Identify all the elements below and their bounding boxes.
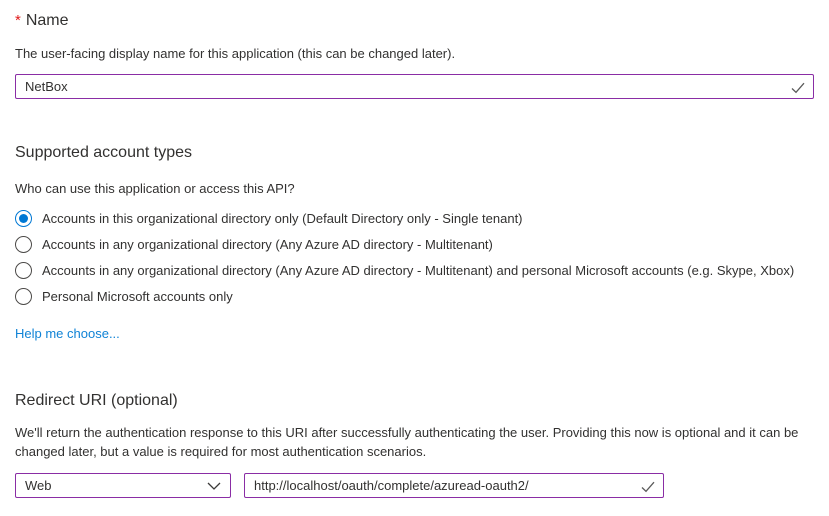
radio-unselected-icon[interactable] [15, 288, 32, 305]
help-me-choose-link[interactable]: Help me choose... [15, 326, 120, 341]
name-title-text: Name [25, 12, 69, 29]
name-input[interactable] [15, 74, 814, 99]
required-asterisk: * [15, 12, 21, 29]
redirect-description: We'll return the authentication response to this URI after successfully authenticating the user. Providing this now is optional and it can be changed later, but a value is required for most authentication scenarios. [15, 425, 799, 459]
redirect-controls [15, 473, 814, 498]
chevron-down-icon [207, 478, 221, 493]
name-section-title [15, 10, 814, 32]
radio-option-multitenant[interactable] [15, 231, 814, 257]
platform-dropdown[interactable] [15, 473, 231, 498]
radio-unselected-icon[interactable] [15, 262, 32, 279]
redirect-uri-input[interactable] [244, 473, 664, 498]
radio-option-label: Personal Microsoft accounts only [42, 288, 233, 304]
radio-option-label: Accounts in any organizational directory (Any Azure AD directory - Multitenant) and personal Microsoft accounts (e.g. Skype, Xbox) [42, 262, 795, 278]
accounts-section-title: Supported account types [15, 144, 193, 161]
radio-option-label: Accounts in any organizational directory (Any Azure AD directory - Multitenant) [42, 236, 493, 252]
radio-unselected-icon[interactable] [15, 236, 32, 253]
redirect-section-title: Redirect URI (optional) [15, 392, 178, 409]
radio-option-label: Accounts in this organizational directory only (Default Directory only - Single tenant) [42, 210, 523, 226]
radio-option-multitenant-personal[interactable] [15, 257, 814, 283]
radio-option-single-tenant[interactable] [15, 205, 814, 231]
account-type-radio-group [15, 205, 814, 309]
accounts-question: Who can use this application or access this API? [15, 181, 295, 196]
redirect-uri-section [15, 390, 814, 498]
radio-option-personal-only[interactable] [15, 283, 814, 309]
platform-dropdown-value: Web [25, 478, 52, 493]
name-input-wrap [15, 74, 814, 99]
name-section [15, 10, 814, 99]
radio-selected-icon[interactable] [15, 210, 32, 227]
name-description: The user-facing display name for this application (this can be changed later). [15, 46, 456, 61]
redirect-uri-input-wrap [244, 473, 664, 498]
supported-account-types-section [15, 142, 814, 343]
